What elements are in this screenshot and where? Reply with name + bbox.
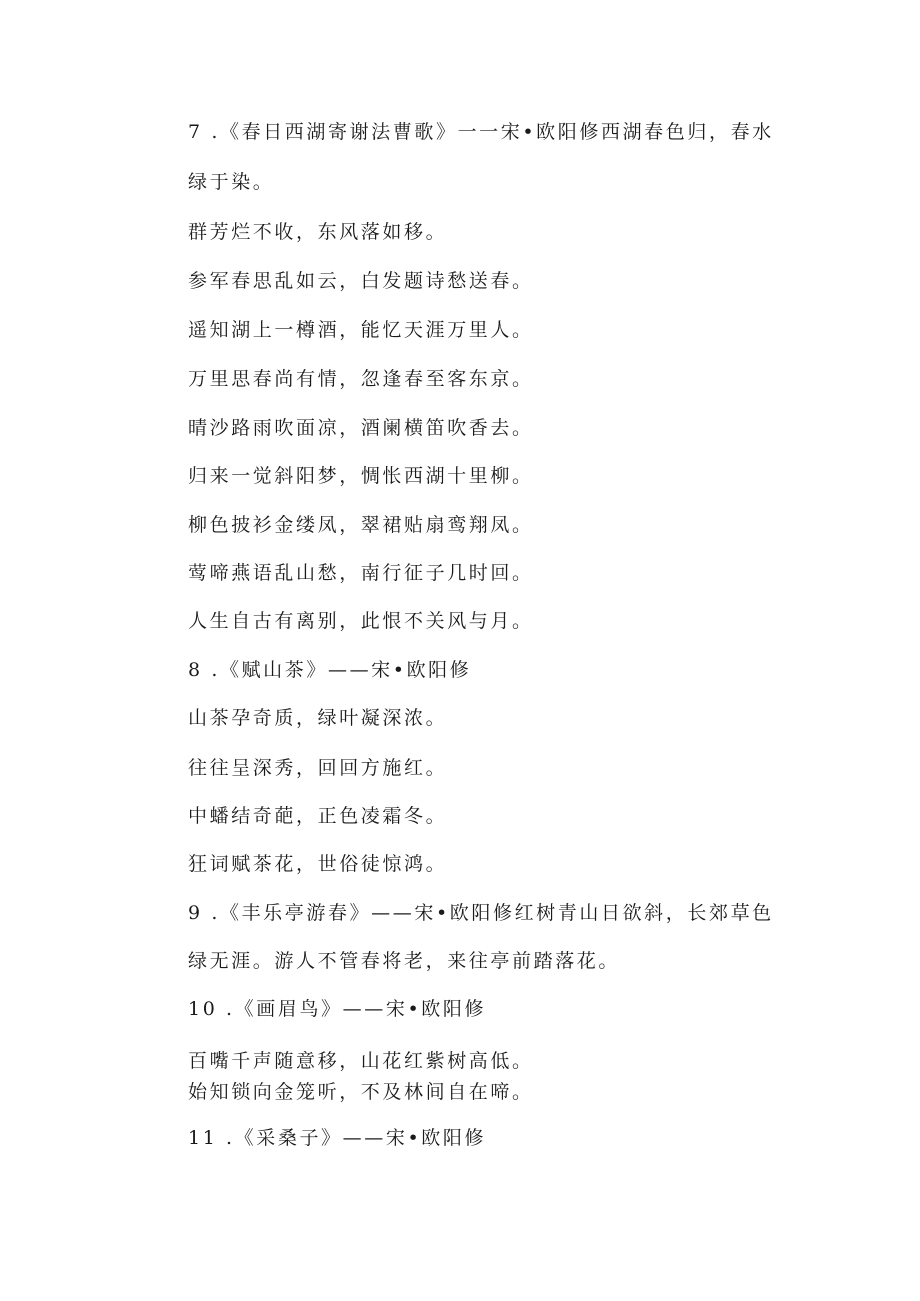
poem-10-heading: 10 .《画眉鸟》——宋•欧阳修 [188, 998, 487, 1020]
poem-7-line: 柳色披衫金缕凤，翠裙贴扇鸾翔凤。 [188, 514, 534, 536]
poem-7-heading: 7 .《春日西湖寄谢法曹歌》一一宋•欧阳修西湖春色归，春水 [188, 121, 774, 143]
poem-7-line: 万里思春尚有情，忽逢春至客东京。 [188, 368, 534, 390]
poem-10-line: 百嘴千声随意移，山花红紫树高低。 [188, 1050, 534, 1072]
poem-7-line: 归来一觉斜阳梦，惆怅西湖十里柳。 [188, 465, 534, 487]
poem-9-line: 绿无涯。游人不管春将老，来往亭前踏落花。 [188, 950, 621, 972]
poem-7-line: 参军春思乱如云，白发题诗愁送春。 [188, 270, 534, 292]
poem-8-line: 狂词赋茶花，世俗徒惊鸿。 [188, 853, 448, 875]
poem-8-line: 山茶孕奇质，绿叶凝深浓。 [188, 707, 448, 729]
poem-7-line: 群芳烂不收，东风落如移。 [188, 221, 448, 243]
poem-7-line: 晴沙路雨吹面凉，酒阑横笛吹香去。 [188, 417, 534, 439]
poem-11-heading: 11 .《采桑子》——宋•欧阳修 [188, 1127, 487, 1149]
poem-10-line: 始知锁向金笼听，不及林间自在啼。 [188, 1081, 534, 1103]
poem-7-line: 绿于染。 [188, 171, 275, 193]
poem-9-heading: 9 .《丰乐亭游春》——宋•欧阳修红树青山日欲斜，长郊草色 [188, 902, 774, 924]
poem-8-line: 往往呈深秀，回回方施红。 [188, 757, 448, 779]
poem-8-line: 中蟠结奇葩，正色凌霜冬。 [188, 805, 448, 827]
poem-8-heading: 8 .《赋山茶》——宋•欧阳修 [188, 659, 472, 681]
poem-7-line: 遥知湖上一樽酒，能忆天涯万里人。 [188, 319, 534, 341]
poem-7-line: 莺啼燕语乱山愁，南行征子几时回。 [188, 562, 534, 584]
poem-7-line: 人生自古有离别，此恨不关风与月。 [188, 610, 534, 632]
